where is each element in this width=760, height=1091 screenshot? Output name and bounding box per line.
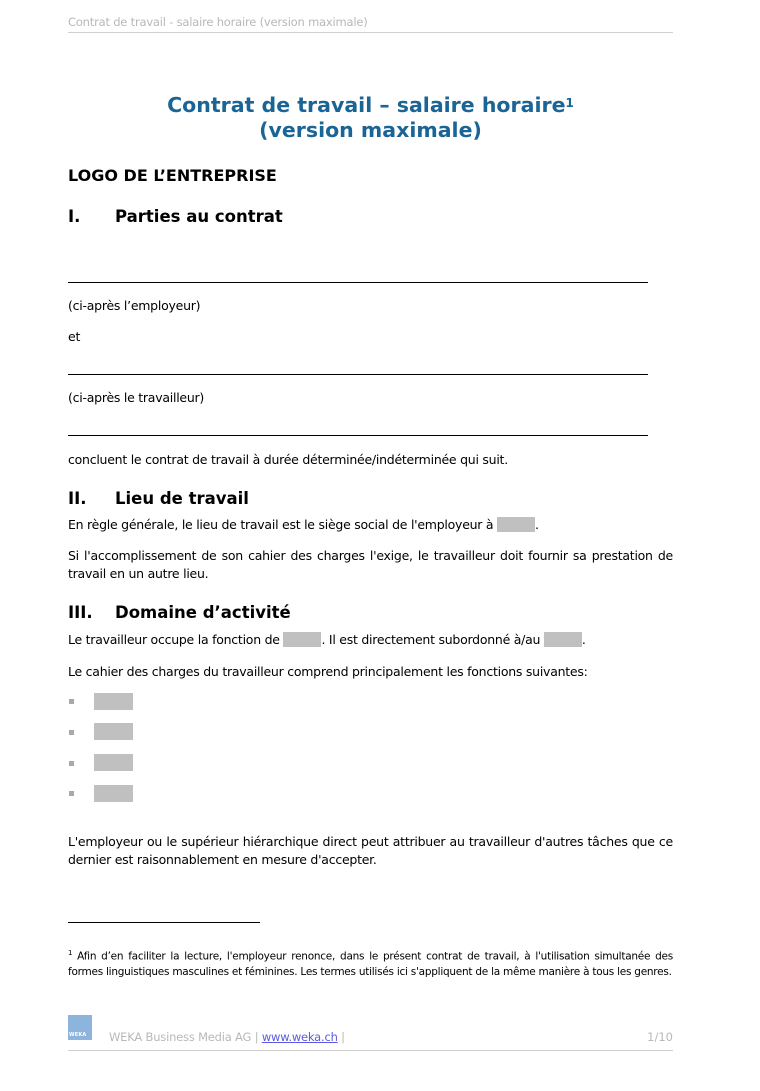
running-header: Contrat de travail - salaire horaire (version maximale) [68, 15, 368, 29]
employer-label: (ci-après l’employeur) [68, 298, 201, 313]
website-link[interactable]: www.weka.ch [261, 1030, 338, 1044]
duty-input-field[interactable] [94, 785, 133, 802]
page-number: 1/10 [647, 1030, 673, 1044]
contract-line[interactable] [68, 435, 648, 436]
section-heading-activity [68, 603, 291, 622]
worker-signature-line[interactable] [68, 374, 648, 375]
footnote-text: Afin d’en faciliter la lecture, l'employeur renonce, dans le présent contrat de travail, à l'utilisation simultanée des formes linguistiques masculines et féminines. Les termes utilisés ici s'appliquent de la même manière à tous les genres. [68, 950, 673, 978]
bullet-icon [69, 761, 74, 766]
section-title: Domaine d’activité [115, 603, 291, 622]
supervisor-input-field[interactable] [544, 632, 582, 647]
section-title: Parties au contrat [115, 207, 283, 226]
footnote-marker: 1 [68, 949, 73, 957]
logo-text: WEKA [69, 1032, 87, 1038]
header-rule [68, 32, 673, 33]
employer-signature-line[interactable] [68, 282, 648, 283]
bullet-icon [69, 791, 74, 796]
section-heading-parties [68, 207, 283, 226]
title-footnote-ref[interactable]: 1 [565, 96, 574, 110]
footer-rule [68, 1050, 673, 1051]
footer-company [109, 1030, 345, 1044]
section-number: III. [68, 603, 93, 622]
section-title: Lieu de travail [115, 489, 249, 508]
text-run: . [535, 517, 539, 532]
conclusion-text: concluent le contrat de travail à durée déterminée/indéterminée qui suit. [68, 452, 508, 467]
location-input-field[interactable] [497, 517, 535, 532]
place-paragraph-2: Si l'accomplissement de son cahier des charges l'exige, le travailleur doit fournir sa prestation de travail en un autre lieu. [68, 548, 673, 581]
bullet-icon [69, 699, 74, 704]
company-name: WEKA Business Media AG | [109, 1030, 262, 1044]
place-paragraph-1 [68, 516, 673, 534]
footnote-separator [68, 922, 260, 923]
worker-label: (ci-après le travailleur) [68, 390, 205, 405]
bullet-icon [69, 730, 74, 735]
duty-input-field[interactable] [94, 723, 133, 740]
duty-input-field[interactable] [94, 754, 133, 771]
text-run: . [581, 632, 586, 647]
weka-logo [68, 1015, 92, 1040]
activity-paragraph-1 [68, 631, 673, 649]
section-number: I. [68, 207, 81, 226]
section-number: II. [68, 489, 87, 508]
company-logo-placeholder: LOGO DE L’ENTREPRISE [68, 166, 277, 185]
footnote [68, 946, 673, 980]
title-line-2: (version maximale) [259, 118, 482, 142]
document-title [68, 93, 673, 143]
text-run: . Il est directement subordonné à/au [321, 632, 544, 647]
activity-paragraph-2: Le cahier des charges du travailleur comprend principalement les fonctions suivantes: [68, 664, 588, 679]
footer-separator: | [337, 1030, 345, 1044]
and-label: et [68, 329, 81, 344]
text-run: Le travailleur occupe la fonction de [68, 632, 284, 647]
title-line-1: Contrat de travail – salaire horaire [167, 93, 566, 117]
function-input-field[interactable] [283, 632, 321, 647]
duty-input-field[interactable] [94, 693, 133, 710]
text-run: En règle générale, le lieu de travail est le siège social de l'employeur à [68, 517, 498, 532]
activity-paragraph-3: L'employeur ou le supérieur hiérarchique direct peut attribuer au travailleur d'autres tâches que ce dernier est raisonnablement en mesure d'accepter. [68, 834, 673, 867]
section-heading-place [68, 489, 249, 508]
